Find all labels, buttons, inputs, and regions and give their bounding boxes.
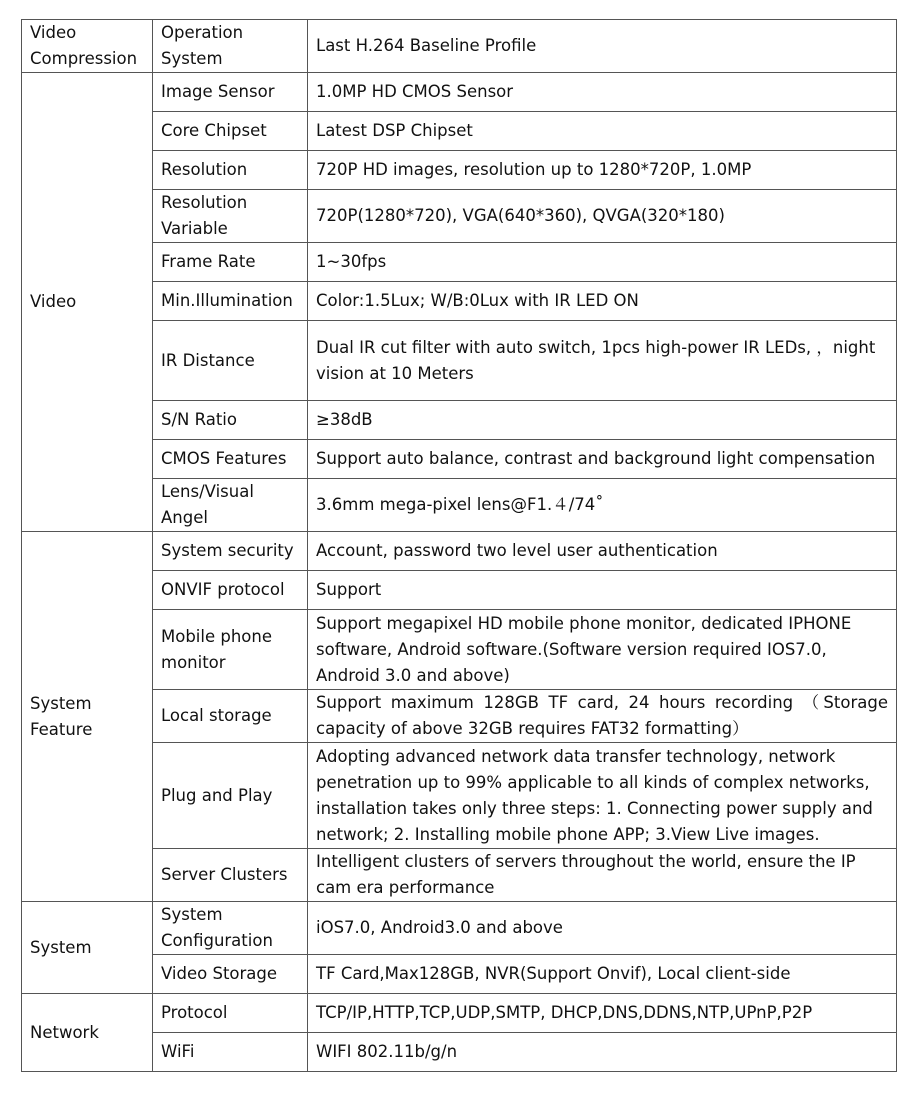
- table-row: [22, 690, 897, 743]
- value-cell: iOS7.0, Android3.0 and above: [308, 902, 897, 955]
- table-row: [22, 571, 897, 610]
- label-cell: Video Storage: [153, 955, 308, 994]
- category-cell: System: [22, 902, 153, 994]
- table-row: [22, 73, 897, 112]
- value-cell: Support auto balance, contrast and background light compensation: [308, 440, 897, 479]
- label-cell: CMOS Features: [153, 440, 308, 479]
- value-cell: Latest DSP Chipset: [308, 112, 897, 151]
- label-cell: IR Distance: [153, 321, 308, 401]
- label-cell: Operation System: [153, 20, 308, 73]
- spec-table: [21, 19, 897, 1072]
- label-cell: Core Chipset: [153, 112, 308, 151]
- label-cell: System security: [153, 532, 308, 571]
- value-cell: ≥38dB: [308, 401, 897, 440]
- label-cell: Min.Illumination: [153, 282, 308, 321]
- label-cell: ONVIF protocol: [153, 571, 308, 610]
- table-row: [22, 743, 897, 849]
- label-cell: Server Clusters: [153, 849, 308, 902]
- value-cell: Dual IR cut filter with auto switch, 1pcs high-power IR LEDs, ，night vision at 10 Meters: [308, 321, 897, 401]
- table-row: [22, 479, 897, 532]
- table-row: [22, 20, 897, 73]
- table-row: [22, 610, 897, 690]
- value-cell: Adopting advanced network data transfer technology, network penetration up to 99% applicable to all kinds of complex networks, installation takes only three steps: 1. Connecting power supply and network; 2. Installing mobile phone APP; 3.View Live images.: [308, 743, 897, 849]
- label-cell: Protocol: [153, 994, 308, 1033]
- table-row: [22, 282, 897, 321]
- value-cell: 1.0MP HD CMOS Sensor: [308, 73, 897, 112]
- table-row: [22, 151, 897, 190]
- value-cell: Account, password two level user authentication: [308, 532, 897, 571]
- table-row: [22, 243, 897, 282]
- category-cell: Video Compression: [22, 20, 153, 73]
- category-cell: Network: [22, 994, 153, 1072]
- value-cell: 1~30fps: [308, 243, 897, 282]
- label-cell: Local storage: [153, 690, 308, 743]
- value-cell: Color:1.5Lux; W/B:0Lux with IR LED ON: [308, 282, 897, 321]
- table-row: [22, 401, 897, 440]
- label-cell: Resolution: [153, 151, 308, 190]
- value-cell: Intelligent clusters of servers throughout the world, ensure the IP cam era performance: [308, 849, 897, 902]
- value-cell: 720P HD images, resolution up to 1280*720P, 1.0MP: [308, 151, 897, 190]
- table-row: [22, 532, 897, 571]
- label-cell: Plug and Play: [153, 743, 308, 849]
- label-cell: Image Sensor: [153, 73, 308, 112]
- category-cell: Video: [22, 73, 153, 532]
- label-cell: Lens/Visual Angel: [153, 479, 308, 532]
- label-cell: Frame Rate: [153, 243, 308, 282]
- table-row: [22, 849, 897, 902]
- table-row: [22, 955, 897, 994]
- value-cell: Support maximum 128GB TF card, 24 hours recording （Storage capacity of above 32GB requires FAT32 formatting）: [308, 690, 897, 743]
- value-cell: WIFI 802.11b/g/n: [308, 1033, 897, 1072]
- label-cell: Mobile phone monitor: [153, 610, 308, 690]
- category-cell: System Feature: [22, 532, 153, 902]
- table-row: [22, 112, 897, 151]
- value-cell: Support megapixel HD mobile phone monitor, dedicated IPHONE software, Android software.(Software version required IOS7.0, Android 3.0 and above): [308, 610, 897, 690]
- label-cell: WiFi: [153, 1033, 308, 1072]
- table-row: [22, 190, 897, 243]
- table-row: [22, 321, 897, 401]
- value-cell: TCP/IP,HTTP,TCP,UDP,SMTP, DHCP,DNS,DDNS,NTP,UPnP,P2P: [308, 994, 897, 1033]
- value-cell: Support: [308, 571, 897, 610]
- label-cell: Resolution Variable: [153, 190, 308, 243]
- table-row: [22, 994, 897, 1033]
- value-cell: Last H.264 Baseline Profile: [308, 20, 897, 73]
- table-row: [22, 440, 897, 479]
- table-row: [22, 902, 897, 955]
- label-cell: S/N Ratio: [153, 401, 308, 440]
- value-cell: TF Card,Max128GB, NVR(Support Onvif), Local client-side: [308, 955, 897, 994]
- label-cell: System Configuration: [153, 902, 308, 955]
- table-row: [22, 1033, 897, 1072]
- value-cell: 3.6mm mega-pixel lens@F1.４/74˚: [308, 479, 897, 532]
- value-cell: 720P(1280*720), VGA(640*360), QVGA(320*180): [308, 190, 897, 243]
